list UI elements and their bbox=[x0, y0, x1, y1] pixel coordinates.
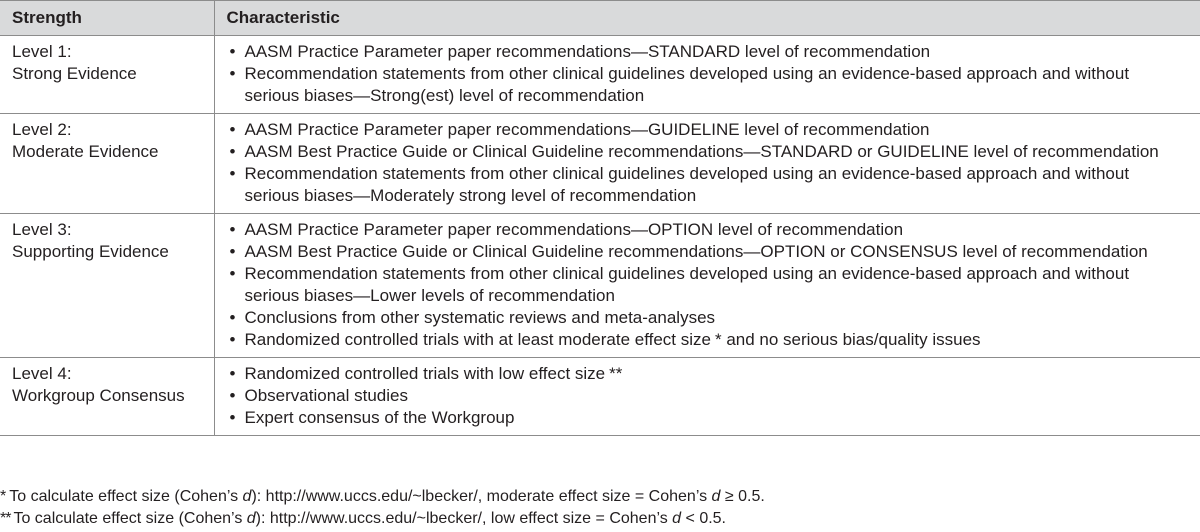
footnote-d-symbol: d bbox=[242, 488, 252, 505]
table-header-row bbox=[0, 1, 1200, 36]
list-item-text: Observational studies bbox=[244, 386, 408, 405]
header-strength: Strength bbox=[0, 1, 214, 36]
list-item-text: Randomized controlled trials with low effect size bbox=[244, 364, 606, 383]
list-item-text: AASM Best Practice Guide or Clinical Guideline recommendations—OPTION or CONSENSUS level of recommendation bbox=[244, 242, 1148, 261]
list-item bbox=[227, 363, 1161, 385]
bullet-icon: • bbox=[229, 142, 236, 161]
characteristic-list bbox=[227, 219, 1200, 351]
list-item bbox=[227, 307, 1161, 329]
bullet-icon: • bbox=[229, 386, 236, 405]
level-number: Level 3: bbox=[12, 220, 72, 239]
bullet-icon: • bbox=[229, 220, 236, 239]
bullet-icon: • bbox=[229, 64, 236, 83]
list-item-text: Recommendation statements from other clinical guidelines developed using an evidence-based approach and without serious biases—Moderately strong level of recommendation bbox=[244, 164, 1130, 205]
strength-cell bbox=[0, 358, 214, 436]
bullet-icon: • bbox=[229, 264, 236, 283]
table-body bbox=[0, 36, 1200, 436]
characteristic-cell bbox=[214, 214, 1200, 358]
characteristic-list bbox=[227, 41, 1200, 107]
footnote-d-symbol: d bbox=[246, 510, 256, 527]
bullet-icon: • bbox=[229, 164, 236, 183]
table-row bbox=[0, 214, 1200, 358]
list-item bbox=[227, 385, 1161, 407]
characteristic-list bbox=[227, 363, 1200, 429]
list-item-text: AASM Practice Parameter paper recommendations—STANDARD level of recommendation bbox=[244, 42, 931, 61]
bullet-icon: • bbox=[229, 242, 236, 261]
level-number: Level 4: bbox=[12, 364, 72, 383]
table-row bbox=[0, 358, 1200, 436]
characteristic-cell bbox=[214, 114, 1200, 214]
footnote-reference: ** bbox=[609, 364, 623, 383]
bullet-icon: • bbox=[229, 408, 236, 427]
bullet-icon: • bbox=[229, 364, 236, 383]
footnote-reference: * bbox=[714, 330, 722, 349]
footnote-text: To calculate effect size (Cohen’s bbox=[9, 488, 243, 505]
level-name: Workgroup Consensus bbox=[12, 386, 185, 405]
list-item-text: Recommendation statements from other clinical guidelines developed using an evidence-based approach and without serious biases—Strong(est) level of recommendation bbox=[244, 64, 1130, 105]
list-item bbox=[227, 141, 1161, 163]
footnote-low-effect bbox=[0, 508, 1200, 530]
footnotes bbox=[0, 486, 1200, 530]
list-item bbox=[227, 63, 1161, 107]
strength-cell bbox=[0, 214, 214, 358]
list-item-text: AASM Best Practice Guide or Clinical Guideline recommendations—STANDARD or GUIDELINE level of recommendation bbox=[244, 142, 1159, 161]
footnote-d-symbol: d bbox=[711, 488, 721, 505]
list-item-text: AASM Practice Parameter paper recommendations—OPTION level of recommendation bbox=[244, 220, 904, 239]
bullet-icon: • bbox=[229, 308, 236, 327]
footnote-d-symbol: d bbox=[672, 510, 682, 527]
characteristic-cell bbox=[214, 36, 1200, 114]
list-item-text: AASM Practice Parameter paper recommendations—GUIDELINE level of recommendation bbox=[244, 120, 930, 139]
strength-cell bbox=[0, 114, 214, 214]
table-row bbox=[0, 36, 1200, 114]
characteristic-list bbox=[227, 119, 1200, 207]
list-item bbox=[227, 407, 1161, 429]
footnote-text: ): http://www.uccs.edu/~lbecker/, moderate effect size = Cohen’s bbox=[251, 488, 712, 505]
strength-cell bbox=[0, 36, 214, 114]
list-item bbox=[227, 119, 1161, 141]
table-row bbox=[0, 114, 1200, 214]
footnote-mark: * bbox=[0, 488, 7, 505]
header-characteristic: Characteristic bbox=[214, 1, 1200, 36]
list-item-text: Expert consensus of the Workgroup bbox=[244, 408, 515, 427]
list-item bbox=[227, 263, 1161, 307]
footnote-moderate-effect bbox=[0, 486, 1200, 508]
characteristic-cell bbox=[214, 358, 1200, 436]
footnote-mark: ** bbox=[0, 510, 11, 527]
list-item bbox=[227, 41, 1161, 63]
footnote-text: ≥ 0.5. bbox=[720, 488, 765, 505]
footnote-text: < 0.5. bbox=[681, 510, 726, 527]
footnote-text: ): http://www.uccs.edu/~lbecker/, low effect size = Cohen’s bbox=[255, 510, 673, 527]
list-item-text: Randomized controlled trials with at least moderate effect size bbox=[244, 330, 711, 349]
level-number: Level 2: bbox=[12, 120, 72, 139]
list-item bbox=[227, 241, 1161, 263]
level-number: Level 1: bbox=[12, 42, 72, 61]
list-item bbox=[227, 329, 1161, 351]
level-name: Supporting Evidence bbox=[12, 242, 169, 261]
list-item-text: Conclusions from other systematic reviews and meta-analyses bbox=[244, 308, 716, 327]
bullet-icon: • bbox=[229, 42, 236, 61]
list-item bbox=[227, 219, 1161, 241]
list-item bbox=[227, 163, 1161, 207]
list-item-text: Recommendation statements from other clinical guidelines developed using an evidence-based approach and without serious biases—Lower levels of recommendation bbox=[244, 264, 1130, 305]
footnote-text: To calculate effect size (Cohen’s bbox=[13, 510, 247, 527]
bullet-icon: • bbox=[229, 120, 236, 139]
list-item-text-continued: and no serious bias/quality issues bbox=[721, 330, 981, 349]
level-name: Moderate Evidence bbox=[12, 142, 159, 161]
level-name: Strong Evidence bbox=[12, 64, 137, 83]
bullet-icon: • bbox=[229, 330, 236, 349]
